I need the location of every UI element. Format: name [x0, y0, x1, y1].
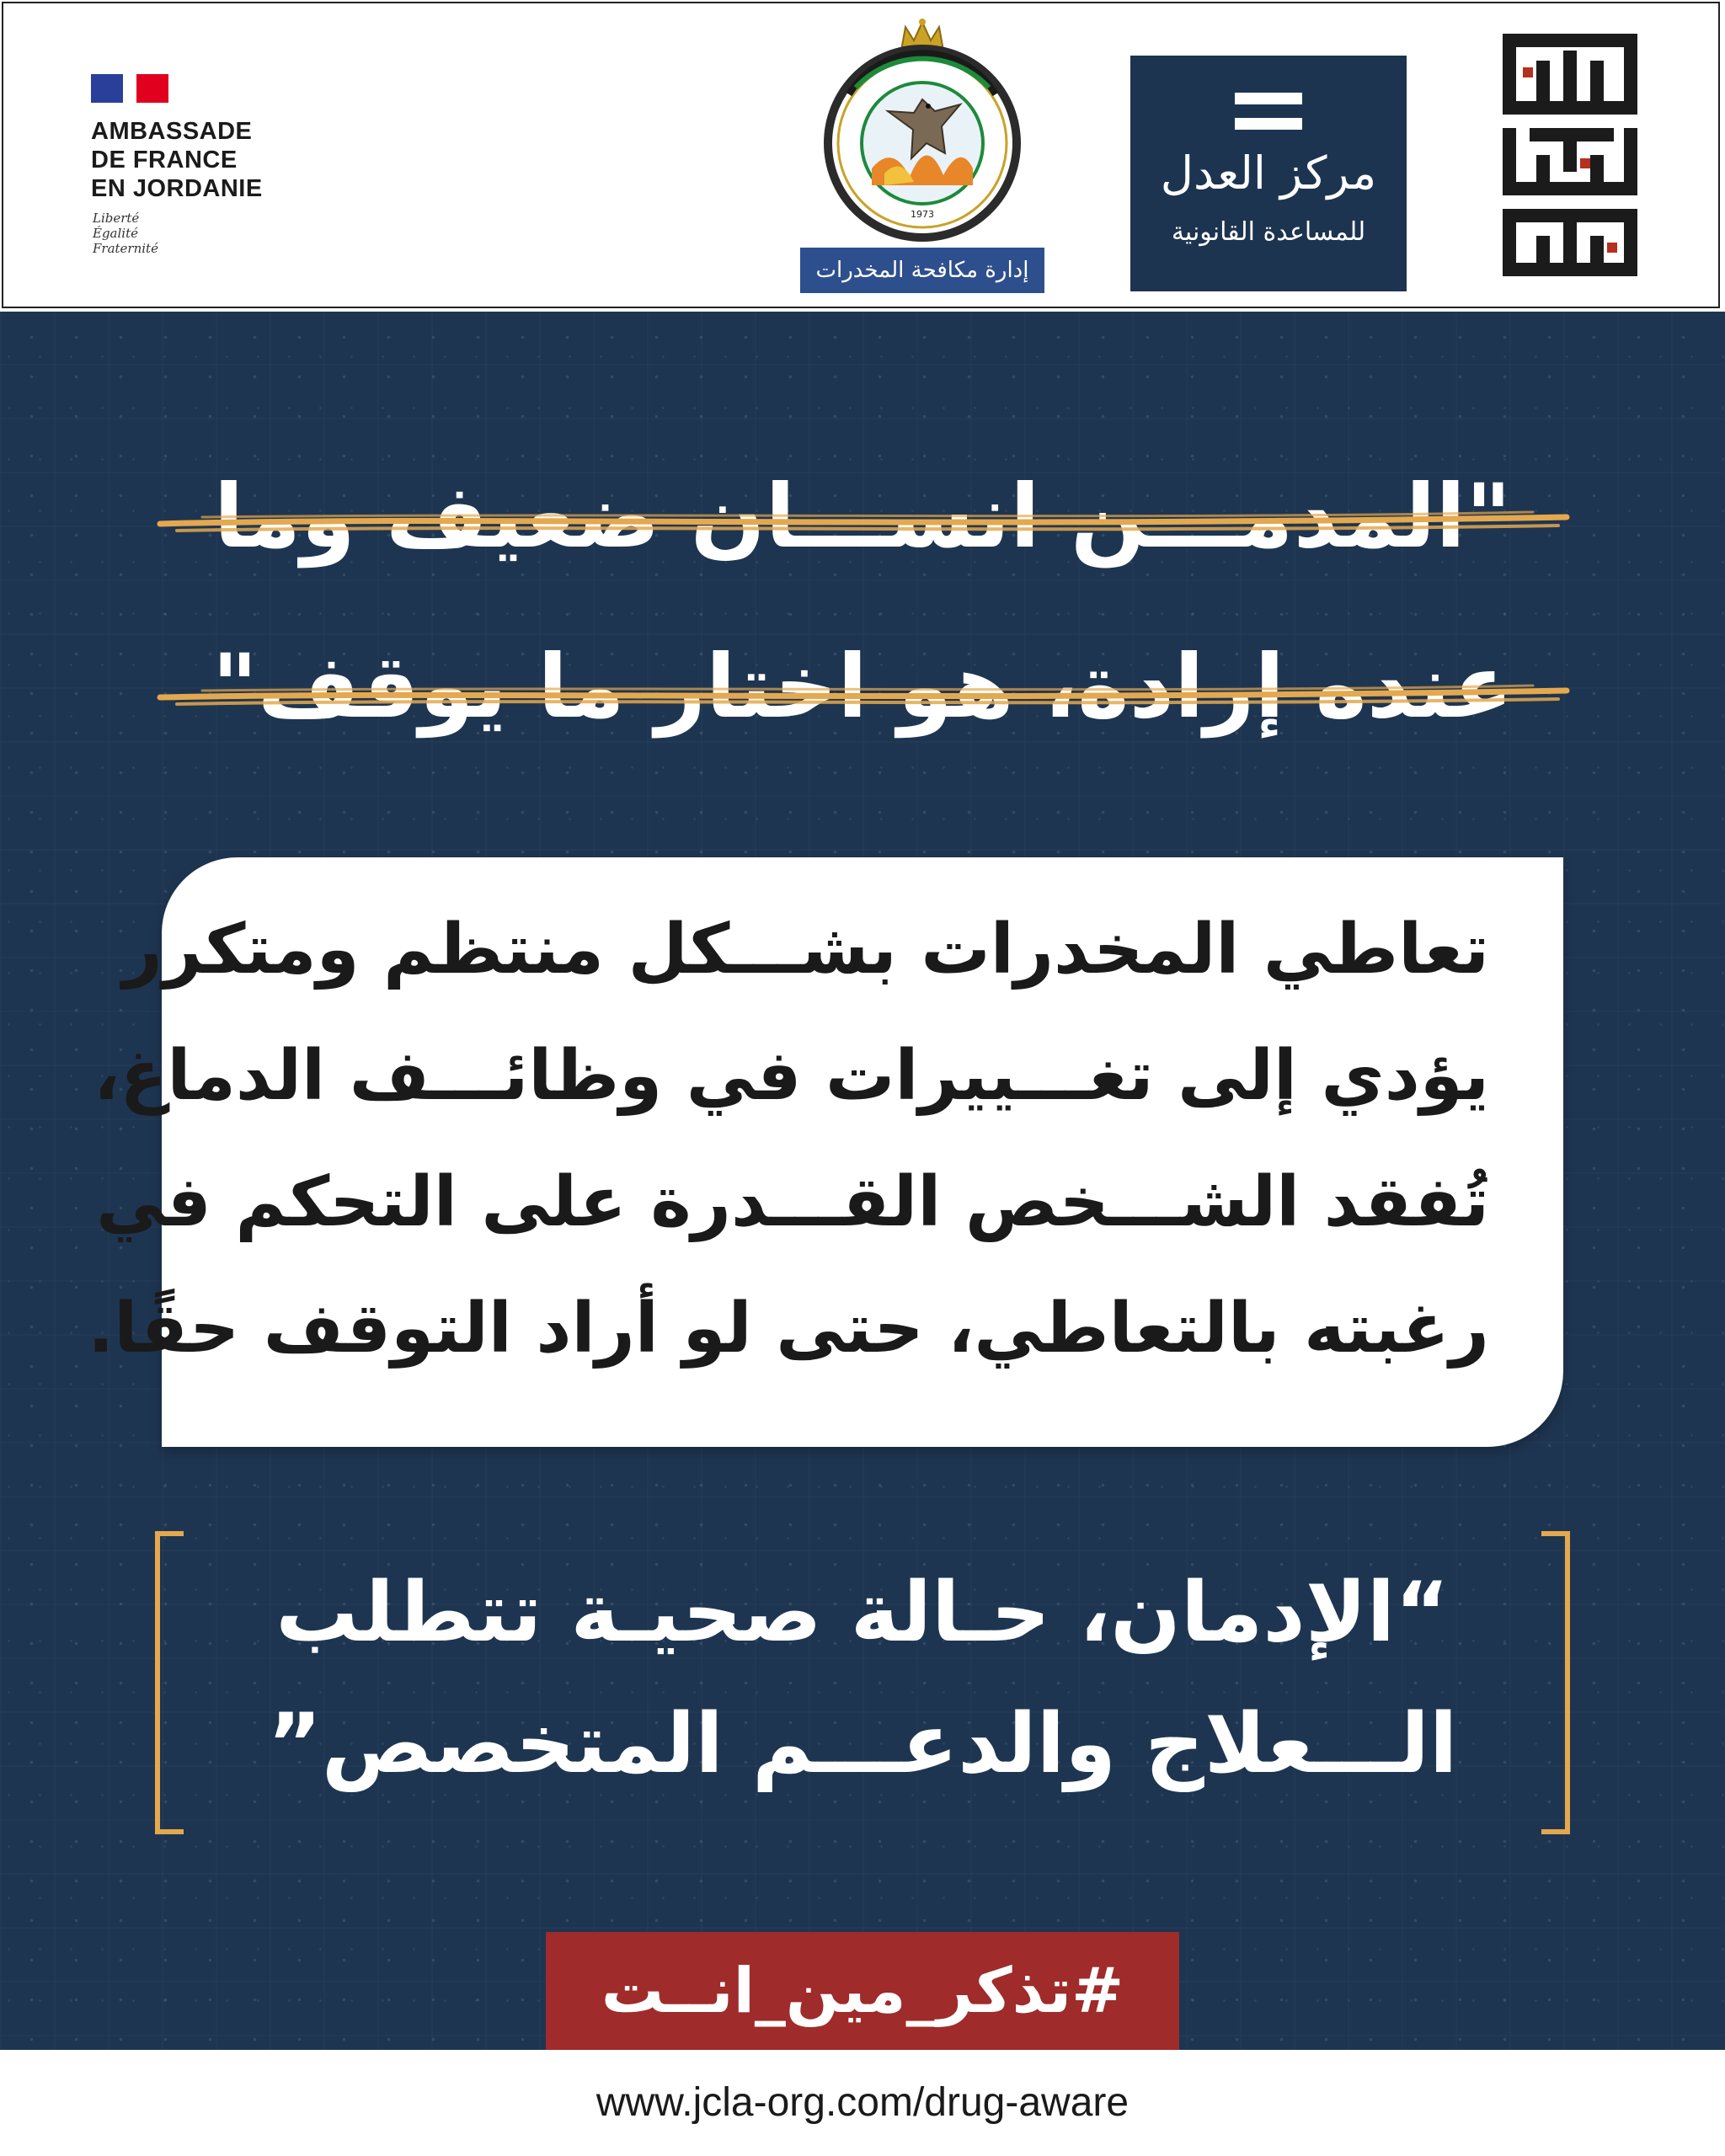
square-kufi-icon	[1486, 17, 1654, 293]
equals-icon-bottom	[1235, 118, 1302, 130]
fact-line-3: تُفقد الشـــخص القـــدرة على التحكم في	[96, 1162, 1489, 1242]
logo-header	[0, 0, 1725, 312]
equals-icon-top	[1235, 93, 1302, 104]
motto-fraternite: Fraternité	[93, 241, 158, 256]
myth-line-2-block	[135, 632, 1590, 741]
fact-card	[88, 857, 1563, 1447]
embassy-line-3: EN JORDANIE	[91, 175, 263, 202]
myth-line-1: "المدمـــن انســـان ضعيف وما	[213, 465, 1512, 568]
embassy-line-1: AMBASSADE	[91, 118, 253, 145]
awareness-poster	[0, 312, 1725, 2050]
fact-line-1: تعاطي المخدرات بشـــكل منتظم ومتكرر	[122, 910, 1489, 990]
fact-line-4: رغبته بالتعاطي، حتى لو أراد التوقف حقًا.	[88, 1289, 1489, 1369]
svg-text:1973: 1973	[911, 209, 934, 220]
marianne-flag-icon	[91, 74, 168, 103]
anti-narcotics-department-logo	[800, 17, 1044, 293]
french-embassy-logo	[91, 74, 344, 276]
myth-line-2: عنده إرادة، هو اختار ما يوقف"	[211, 635, 1514, 738]
motto-egalite: Égalité	[93, 226, 138, 241]
fact-line-2: يؤدي إلى تغـــييرات في وظائـــف الدماغ،	[93, 1036, 1489, 1116]
hashtag-badge: #تذكر_مين_انــت	[546, 1932, 1179, 2050]
adl-title: مركز العدل	[1160, 147, 1377, 200]
website-link[interactable]: www.jcla-org.com/drug-aware	[595, 2080, 1130, 2125]
truth-line-2: الـــعلاج والدعـــم المتخصص”	[267, 1696, 1458, 1792]
right-bracket-icon	[1541, 1531, 1570, 1834]
kufi-campaign-logo	[1486, 17, 1654, 293]
myth-line-1-block	[135, 462, 1590, 571]
falcon-seal-icon	[800, 17, 1044, 253]
anti-narcotics-label: إدارة مكافحة المخدرات	[800, 248, 1044, 293]
adl-subtitle: للمساعدة القانونية	[1171, 217, 1366, 247]
adl-legal-aid-logo	[1130, 56, 1407, 291]
truth-quote-block	[155, 1531, 1570, 1834]
embassy-line-2: DE FRANCE	[91, 147, 238, 173]
left-bracket-icon	[155, 1531, 184, 1834]
footer	[0, 2050, 1725, 2156]
motto-liberte: Liberté	[93, 211, 140, 226]
truth-line-1: “الإدمان، حـالة صحيـة تتطلب	[275, 1565, 1450, 1661]
